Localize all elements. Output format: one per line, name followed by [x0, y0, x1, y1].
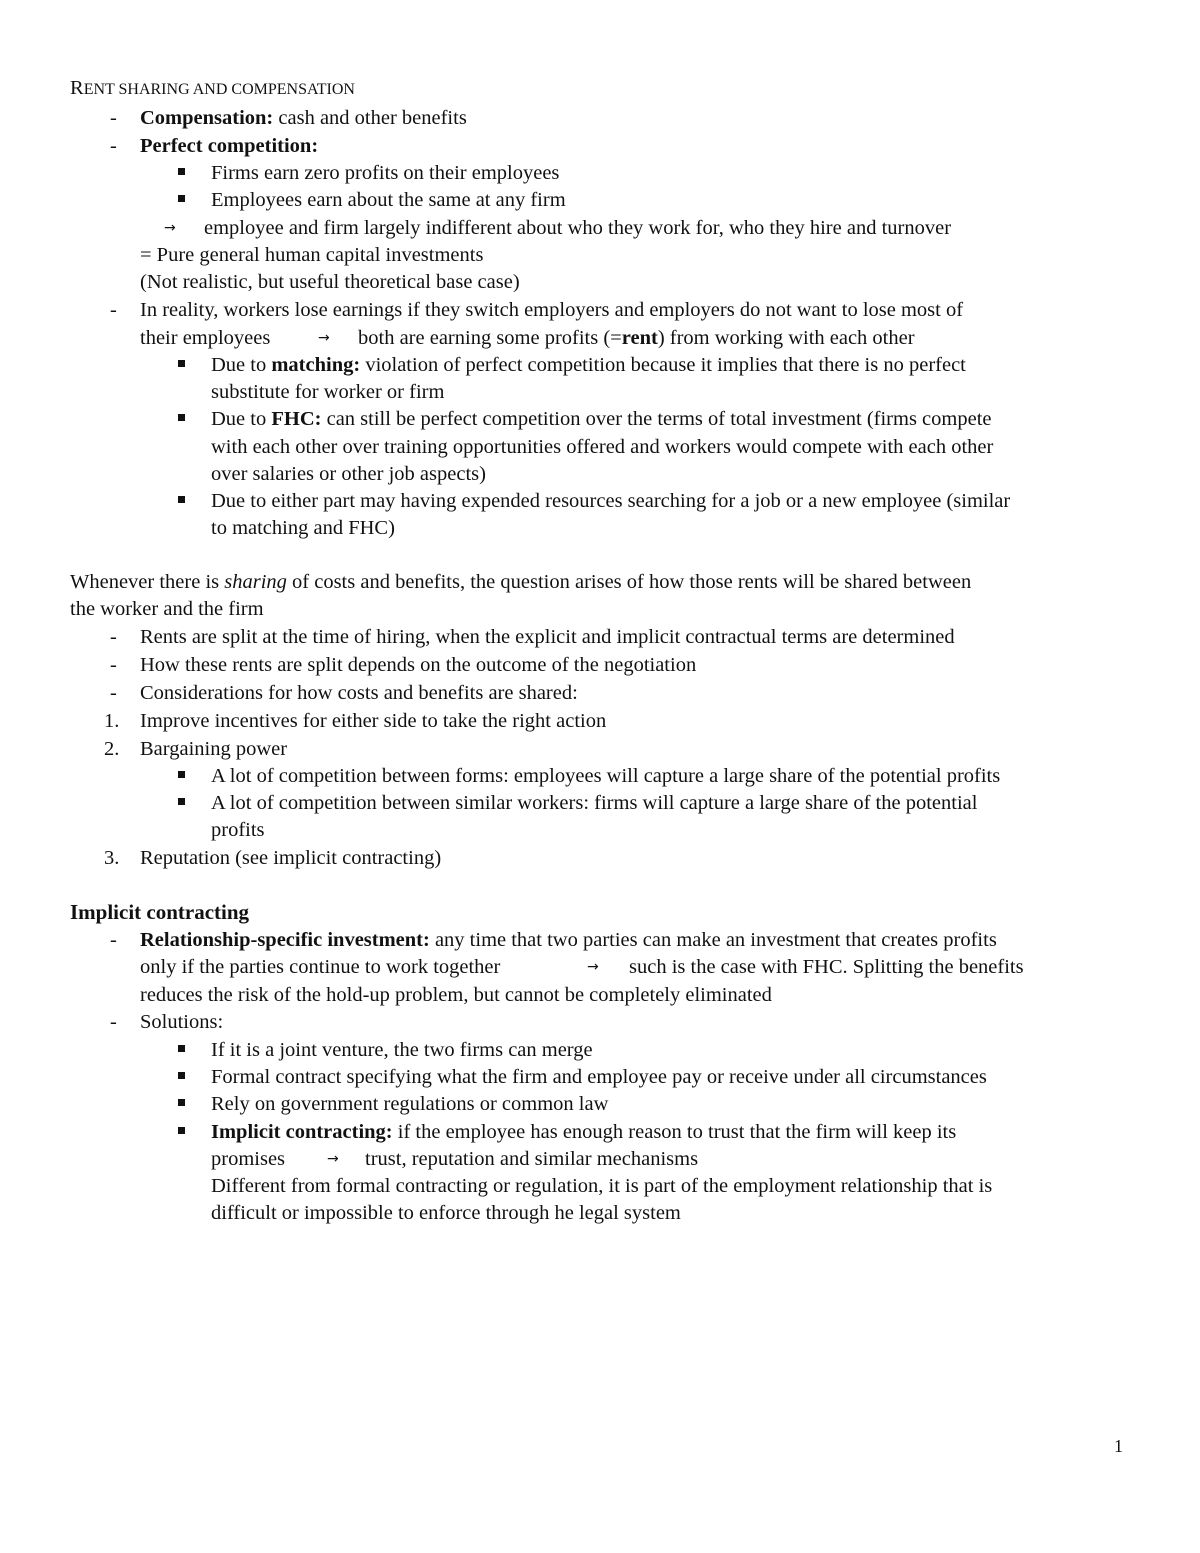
matching-text-2: substitute for worker or firm: [211, 381, 445, 403]
term-compensation: Compensation:: [140, 107, 274, 129]
number-marker: 1.: [104, 710, 120, 732]
list-item: How these rents are split depends on the outcome of the negotiation: [140, 654, 697, 676]
square-bullet-icon: [178, 1045, 185, 1052]
sharing-text: Whenever there is: [70, 571, 225, 593]
document-title: [70, 76, 355, 102]
sharing-paragraph: [70, 570, 971, 594]
square-bullet-icon: [178, 1127, 185, 1134]
fhc-text: can still be perfect competition over the terms of total investment (firms compete: [321, 408, 992, 430]
list-item-continued: profits: [211, 819, 265, 841]
rsi-text-2b: such is the case with FHC. Splitting the benefits: [629, 956, 1024, 978]
square-bullet-icon: [178, 360, 185, 367]
numbered-item: Reputation (see implicit contracting): [140, 847, 442, 869]
square-bullet-icon: [178, 798, 185, 805]
number-marker: 2.: [104, 738, 120, 760]
numbered-item: Improve incentives for either side to take the right action: [140, 710, 607, 732]
term-fhc: FHC:: [271, 408, 322, 430]
ic-text-2a: promises: [211, 1148, 286, 1170]
dash-marker: -: [110, 654, 117, 676]
numbered-item: Bargaining power: [140, 738, 288, 760]
reality-text: both are earning some profits (=: [358, 327, 622, 349]
compensation-definition: cash and other benefits: [273, 107, 467, 129]
term-matching: matching:: [271, 354, 361, 376]
arrow-right-icon: →: [318, 330, 330, 346]
ic-text-2b: trust, reputation and similar mechanisms: [365, 1148, 699, 1170]
list-item: Rely on government regulations or common law: [211, 1093, 609, 1115]
due-to: Due to: [211, 408, 272, 430]
matching-text: violation of perfect competition because it implies that there is no perfect: [360, 354, 966, 376]
matching-item: [211, 353, 966, 377]
square-bullet-icon: [178, 168, 185, 175]
due-to: Due to: [211, 354, 272, 376]
list-item: Considerations for how costs and benefits are shared:: [140, 682, 578, 704]
reality-text-end: ) from working with each other: [657, 327, 915, 349]
number-marker: 3.: [104, 847, 120, 869]
term-rent: rent: [621, 327, 658, 349]
ic-text: if the employee has enough reason to trust that the firm will keep its: [392, 1121, 957, 1143]
equation-line: = Pure general human capital investments: [140, 244, 484, 266]
dash-marker: -: [110, 626, 117, 648]
dash-marker: -: [110, 682, 117, 704]
arrow-right-icon: →: [587, 959, 599, 975]
square-bullet-icon: [178, 771, 185, 778]
rsi-text: any time that two parties can make an investment that creates profits: [429, 929, 997, 951]
sharing-paragraph-2: the worker and the firm: [70, 598, 264, 620]
list-item: A lot of competition between forms: employees will capture a large share of the potential profits: [211, 765, 1001, 787]
term-perfect-competition: Perfect competition:: [140, 135, 319, 157]
reality-line-1: In reality, workers lose earnings if they switch employers and employers do not want to lose most of: [140, 299, 964, 321]
perfect-competition-item: [140, 134, 318, 158]
section-heading: Implicit contracting: [70, 900, 250, 924]
page-number: 1: [1114, 1436, 1123, 1456]
rsi-item: [140, 928, 997, 952]
sharing-text-end: of costs and benefits, the question arises of how those rents will be shared between: [286, 571, 972, 593]
title-initial: R: [70, 77, 84, 99]
term-relationship-specific-investment: Relationship-specific investment:: [140, 929, 430, 951]
square-bullet-icon: [178, 496, 185, 503]
dash-marker: -: [110, 135, 117, 157]
compensation-item: [140, 106, 467, 130]
arrow-right-icon: →: [327, 1151, 339, 1167]
dash-marker: -: [110, 107, 117, 129]
title-rest: ENT SHARING AND COMPENSATION: [83, 81, 355, 98]
term-implicit-contracting: Implicit contracting:: [211, 1121, 393, 1143]
dash-marker: -: [110, 1011, 117, 1033]
fhc-text-3: over salaries or other job aspects): [211, 463, 486, 485]
ic-text-4: difficult or impossible to enforce through he legal system: [211, 1202, 681, 1224]
rsi-text-2a: only if the parties continue to work together: [140, 956, 501, 978]
list-item: Employees earn about the same at any firm: [211, 189, 566, 211]
dash-marker: -: [110, 299, 117, 321]
square-bullet-icon: [178, 1072, 185, 1079]
term-sharing: sharing: [224, 571, 287, 593]
square-bullet-icon: [178, 1099, 185, 1106]
reality-line-2b: [358, 326, 915, 350]
solutions-label: Solutions:: [140, 1011, 224, 1033]
ic-text-3: Different from formal contracting or regulation, it is part of the employment relationship that is: [211, 1175, 993, 1197]
square-bullet-icon: [178, 414, 185, 421]
note-line: (Not realistic, but useful theoretical base case): [140, 271, 520, 293]
reality-line-2a: their employees: [140, 327, 271, 349]
square-bullet-icon: [178, 195, 185, 202]
list-item: A lot of competition between similar workers: firms will capture a large share of the potential: [211, 792, 978, 814]
search-item-2: to matching and FHC): [211, 517, 395, 539]
fhc-text-2: with each other over training opportunities offered and workers would compete with each other: [211, 436, 994, 458]
rsi-text-3: reduces the risk of the hold-up problem, but cannot be completely eliminated: [140, 984, 772, 1006]
search-item: Due to either part may having expended resources searching for a job or a new employee (similar: [211, 490, 1011, 512]
fhc-item: [211, 407, 992, 431]
arrow-right-icon: →: [164, 220, 176, 236]
list-item: Firms earn zero profits on their employees: [211, 162, 560, 184]
list-item: Rents are split at the time of hiring, when the explicit and implicit contractual terms are determined: [140, 626, 955, 648]
dash-marker: -: [110, 929, 117, 951]
implicit-contracting-item: [211, 1120, 956, 1144]
list-item: If it is a joint venture, the two firms can merge: [211, 1039, 593, 1061]
list-item: Formal contract specifying what the firm and employee pay or receive under all circumstances: [211, 1066, 987, 1088]
arrow-text: employee and firm largely indifferent about who they work for, who they hire and turnover: [204, 217, 952, 239]
